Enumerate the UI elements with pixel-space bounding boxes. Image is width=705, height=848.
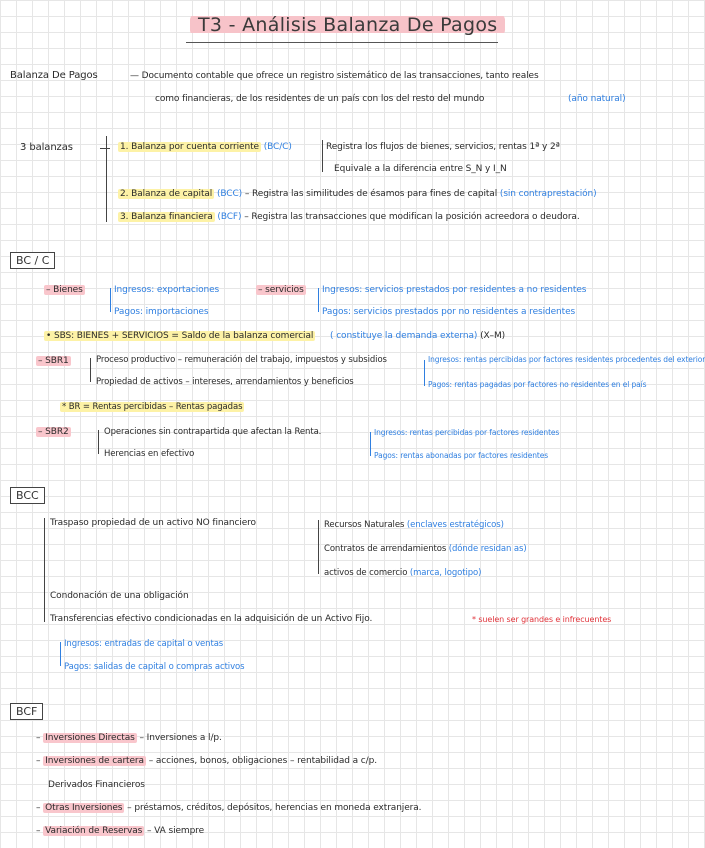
balanzas-label: 3 balanzas (20, 142, 73, 153)
balanza-item-2-desc: – Registra las similitudes de ésamos para fines de capital (244, 189, 498, 199)
br-row (60, 402, 244, 412)
intro-term: Balanza De Pagos (10, 70, 98, 81)
intro-note: (año natural) (568, 94, 626, 104)
bcc2-sub-bracket (318, 520, 319, 574)
bcc2-sub3 (324, 568, 481, 578)
bcc2-item1: Traspaso propiedad de un activo NO financiero (50, 518, 256, 528)
bcc2-sub2-label: Contratos de arrendamientos (324, 544, 447, 554)
bcf-item3: – Otras Inversiones – préstamos, créditos, depósitos, herencias en moneda extranjera. (36, 803, 422, 813)
bcc2-sub3-label: activos de comercio (324, 568, 408, 578)
balanza-item-1-desc1: Registra los flujos de bienes, servicios, rentas 1ª y 2ª (326, 142, 560, 152)
page-title: T3 - Análisis Balanza De Pagos (190, 14, 505, 36)
bcf-item2-label: Inversiones de cartera (45, 756, 144, 766)
bcc2-ingresos: Ingresos: entradas de capital o ventas (64, 639, 224, 649)
sbr2-bracket (98, 430, 99, 454)
section-header-bcf: BCF (10, 703, 43, 720)
bcc2-sub2-note: (dónde residan as) (448, 544, 527, 554)
sbr2-label (36, 427, 71, 437)
sbr1-ingresos: Ingresos: rentas percibidas por factores residentes procedentes del exterior (428, 355, 705, 364)
bcc2-bracket (44, 518, 45, 622)
balanza-item-2-abbr: (BCC) (216, 189, 243, 199)
section-header-bcc: BC / C (10, 252, 55, 269)
page-title-wrap (190, 14, 505, 36)
balanza-item-3-abbr: (BCF) (217, 212, 242, 222)
bcf-item1-label: Inversiones Directas (45, 733, 135, 743)
bcf-item3-desc: – préstamos, créditos, depósitos, herencias en moneda extranjera. (127, 803, 422, 813)
balanza-item-2-label: 2. Balanza de capital (120, 189, 213, 199)
balanza-item-3-desc: – Registra las transacciones que modifican la posición acreedora o deudora. (244, 212, 580, 222)
sbr1-label (36, 356, 71, 366)
balanza-item-1-label: 1. Balanza por cuenta corriente (120, 142, 259, 152)
bienes-label (44, 285, 85, 295)
balanza-item-3 (118, 212, 580, 222)
sbr1-blue-bracket (424, 360, 425, 386)
sbr1-b: Propiedad de activos – intereses, arrendamientos y beneficios (96, 377, 354, 387)
bienes-text: – Bienes (46, 285, 83, 295)
bracket-stub (100, 148, 110, 149)
bcc2-sub3-note: (marca, logotipo) (409, 568, 482, 578)
bcc2-pagos: Pagos: salidas de capital o compras activos (64, 662, 245, 672)
balanza-item-2 (118, 189, 597, 199)
balanza-item-3-label: 3. Balanza financiera (120, 212, 213, 222)
bienes-pagos: Pagos: importaciones (114, 307, 209, 317)
bcc2-item3: Transferencias efectivo condicionadas en la adquisición de un Activo Fijo. (50, 614, 373, 624)
section-header-bcc2: BCC (10, 487, 45, 504)
sbr2-b: Herencias en efectivo (104, 449, 195, 459)
bcc2-item2: Condonación de una obligación (50, 591, 189, 601)
br-text: * BR = Rentas percibidas – Rentas pagadas (62, 402, 243, 412)
bcf-item3-label: Otras Inversiones (45, 803, 123, 813)
sbr1-bracket (90, 358, 91, 382)
saldo-xm: (X–M) (480, 331, 506, 341)
sbr2-text: – SBR2 (38, 427, 69, 437)
bcc2-sub1-label: Recursos Naturales (324, 520, 405, 530)
bcc2-sub1-note: (enclaves estratégicos) (406, 520, 504, 530)
bcf-item4-desc: – VA siempre (147, 826, 205, 836)
bcc2-note-red: * suelen ser grandes e infrecuentes (472, 615, 612, 624)
bcf-item4-label: Variación de Reservas (45, 826, 143, 836)
sbr1-text: – SBR1 (38, 356, 69, 366)
servicios-ingresos: Ingresos: servicios prestados por residentes a no residentes (322, 285, 587, 295)
balanza-item-1 (118, 142, 292, 152)
bcc2-blue-bracket (60, 642, 61, 666)
bcc2-sub1 (324, 520, 504, 530)
item1-bracket (322, 140, 323, 172)
title-underline (186, 42, 498, 43)
sbr1-pagos: Pagos: rentas pagadas por factores no residentes en el país (428, 380, 647, 389)
sbr2-blue-bracket (370, 432, 371, 456)
servicios-bracket (318, 288, 319, 312)
intro-line1: — Documento contable que ofrece un registro sistemático de las transacciones, tanto reales (130, 71, 539, 81)
bcf-item4: – Variación de Reservas – VA siempre (36, 826, 205, 836)
saldo-text: • SBS: BIENES + SERVICIOS = Saldo de la balanza comercial (46, 331, 314, 341)
servicios-pagos: Pagos: servicios prestados por no residentes a residentes (322, 307, 576, 317)
bcf-item2-desc: – acciones, bonos, obligaciones – rentabilidad a c/p. (148, 756, 377, 766)
saldo-note: ( constituye la demanda externa) (330, 331, 478, 341)
balanza-item-1-desc2: Equivale a la diferencia entre S_N y I_N (334, 164, 507, 174)
saldo-row (44, 331, 505, 341)
balanza-item-2-note: (sin contraprestación) (499, 189, 597, 199)
bienes-ingresos: Ingresos: exportaciones (114, 285, 220, 295)
bcc2-sub2 (324, 544, 527, 554)
balanza-item-1-abbr: (BC/C) (263, 142, 292, 152)
sbr2-ingresos: Ingresos: rentas percibidas por factores residentes (374, 428, 560, 437)
servicios-label (256, 285, 306, 295)
sbr2-a: Operaciones sin contrapartida que afectan la Renta. (104, 427, 322, 437)
bcf-item2: – Inversiones de cartera – acciones, bonos, obligaciones – rentabilidad a c/p. (36, 756, 377, 766)
bienes-bracket (110, 288, 111, 312)
bcf-item2b: Derivados Financieros (48, 780, 145, 790)
bcf-item1: – Inversiones Directas – Inversiones a l/p. (36, 733, 222, 743)
servicios-text: – servicios (258, 285, 304, 295)
intro-line2: como financieras, de los residentes de un país con los del resto del mundo (155, 94, 485, 104)
sbr2-pagos: Pagos: rentas abonadas por factores residentes (374, 451, 549, 460)
balanzas-bracket (106, 136, 107, 222)
sbr1-a: Proceso productivo – remuneración del trabajo, impuestos y subsidios (96, 355, 387, 365)
bcf-item1-desc: – Inversiones a l/p. (139, 733, 222, 743)
